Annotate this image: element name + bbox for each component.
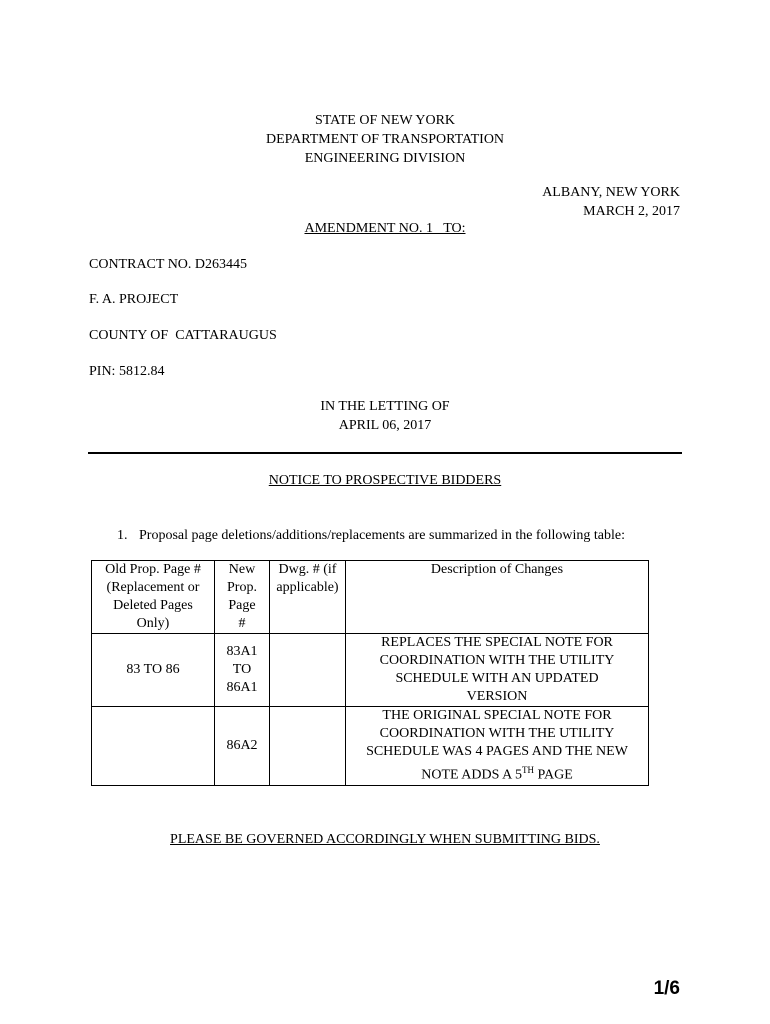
- header-text: Old Prop. Page #: [105, 562, 201, 577]
- changes-table: [91, 560, 649, 786]
- cell-description: [346, 634, 649, 707]
- pin: PIN: 5812.84: [89, 364, 165, 379]
- header-dwg: [270, 561, 346, 634]
- header-division: ENGINEERING DIVISION: [304, 151, 466, 166]
- header-block: [0, 111, 770, 168]
- cell-text: NOTE ADDS A 5: [421, 767, 522, 783]
- cell-text: VERSION: [466, 689, 528, 704]
- cell-text: PAGE: [533, 767, 573, 783]
- cell-text: COORDINATION WITH THE UTILITY: [379, 653, 615, 668]
- cell-dwg: [270, 707, 346, 786]
- amendment-number: AMENDMENT NO. 1 TO:: [304, 221, 466, 236]
- header-description: [346, 561, 649, 634]
- cell-text: COORDINATION WITH THE UTILITY: [379, 726, 615, 741]
- header-text: Only): [136, 616, 170, 631]
- item-number: 1.: [117, 528, 128, 543]
- location: ALBANY, NEW YORK: [542, 185, 680, 200]
- header-text: Deleted Pages: [113, 598, 193, 613]
- cell-text: SCHEDULE WITH AN UPDATED: [395, 671, 599, 686]
- cell-text: 86A2: [226, 737, 258, 753]
- table-row: [92, 707, 649, 786]
- header-text: Page: [228, 598, 256, 613]
- header-text: #: [238, 616, 246, 631]
- cell-old-page: [92, 707, 215, 786]
- header-text: Dwg. # (if: [278, 562, 337, 577]
- table-row: [92, 634, 649, 707]
- header-text: Description of Changes: [430, 562, 564, 577]
- closing-text: PLEASE BE GOVERNED ACCORDINGLY WHEN SUBMITTING BIDS.: [170, 832, 600, 847]
- header-text: Prop.: [227, 580, 257, 595]
- cell-old-page: 83 TO 86: [92, 634, 215, 707]
- contract-number: CONTRACT NO. D263445: [89, 257, 248, 272]
- item-1: [117, 526, 625, 545]
- header-old-page: [92, 561, 215, 634]
- notice-title-line: [0, 471, 770, 490]
- header-text: New: [228, 562, 256, 577]
- location-date-block: [542, 183, 680, 221]
- header-department: DEPARTMENT OF TRANSPORTATION: [265, 132, 505, 147]
- project-label: F. A. PROJECT: [89, 292, 179, 307]
- county: COUNTY OF CATTARAUGUS: [89, 328, 277, 343]
- page-number: 1/6: [653, 978, 680, 999]
- cell-new-page: [215, 707, 270, 786]
- letting-date: APRIL 06, 2017: [338, 418, 432, 433]
- cell-text: SCHEDULE WAS 4 PAGES AND THE NEW: [366, 744, 628, 759]
- item-text: Proposal page deletions/additions/replacements are summarized in the following table:: [139, 528, 625, 543]
- closing-line: [0, 830, 770, 849]
- superscript: TH: [521, 765, 534, 775]
- cell-text-last: [348, 761, 646, 785]
- cell-text: 86A1: [226, 680, 258, 695]
- letting-label: IN THE LETTING OF: [320, 399, 450, 414]
- horizontal-rule: [88, 452, 682, 454]
- cell-new-page: [215, 634, 270, 707]
- cell-text: THE ORIGINAL SPECIAL NOTE FOR: [382, 708, 612, 723]
- cell-text: REPLACES THE SPECIAL NOTE FOR: [381, 635, 613, 650]
- cell-text: 83A1: [226, 644, 258, 659]
- cell-dwg: [270, 634, 346, 707]
- header-state: STATE OF NEW YORK: [314, 113, 456, 128]
- table-header-row: [92, 561, 649, 634]
- header-text: (Replacement or: [106, 580, 200, 595]
- notice-title: NOTICE TO PROSPECTIVE BIDDERS: [268, 473, 502, 488]
- header-text: applicable): [276, 580, 339, 595]
- letting-block: [0, 397, 770, 435]
- cell-description: [346, 707, 649, 786]
- amendment-line: [0, 219, 770, 238]
- date: MARCH 2, 2017: [583, 204, 680, 219]
- cell-text: TO: [232, 662, 252, 677]
- header-new-page: [215, 561, 270, 634]
